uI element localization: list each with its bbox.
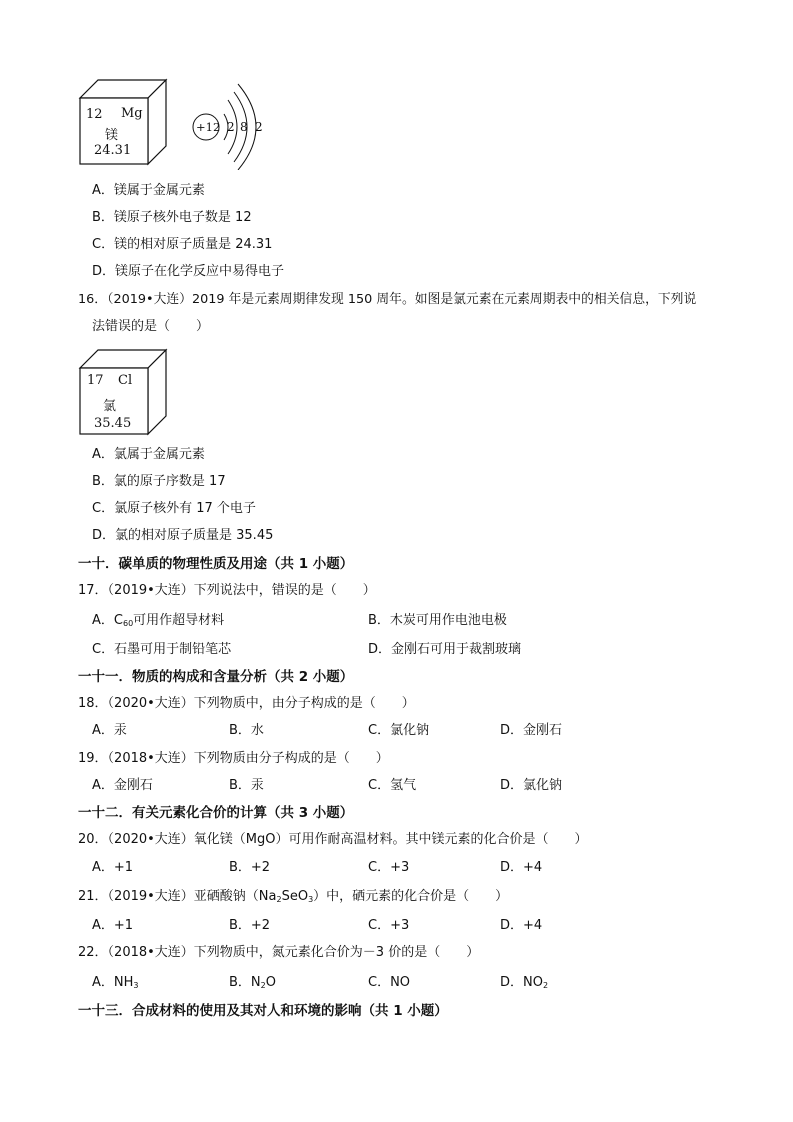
q17-option-a-prefix: A．C	[92, 613, 123, 628]
mg-nucleus-charge: +12	[196, 120, 221, 134]
q16-option-a: A．氯属于金属元素	[92, 447, 205, 462]
q15-option-a: A．镁属于金属元素	[92, 183, 205, 198]
q22-option-b-subscript: 2	[260, 981, 266, 990]
section-heading-12: 一十二．有关元素化合价的计算（共 3 小题）	[78, 805, 354, 821]
q22-option-a-text: A．NH	[92, 975, 134, 990]
q16-stem-line1: 16．（2019•大连）2019 年是元素周期律发现 150 周年。如图是氯元素在元素周期表中的相关信息，下列说	[78, 292, 697, 307]
q15-option-d: D．镁原子在化学反应中易得电子	[92, 264, 285, 279]
q22-stem: 22．（2018•大连）下列物质中，氮元素化合价为－3 价的是（ ）	[78, 945, 480, 960]
q16-option-b: B．氯的原子序数是 17	[92, 474, 226, 489]
q21-stem-prefix: 21．（2019•大连）亚硒酸钠（Na	[78, 889, 277, 904]
q17-option-d: D．金刚石可用于裁割玻璃	[368, 642, 522, 657]
cl-atomic-number: 17	[87, 373, 104, 388]
q18-option-b: B．水	[229, 723, 264, 738]
section-heading-13: 一十三．合成材料的使用及其对人和环境的影响（共 1 小题）	[78, 1003, 448, 1019]
mg-shell-3: 2	[255, 120, 263, 134]
q20-stem: 20．（2020•大连）氧化镁（MgO）可用作耐高温材料。其中镁元素的化合价是（ ）	[78, 832, 588, 847]
q22-option-b-suffix: O	[265, 975, 276, 990]
q21-option-b: B．+2	[229, 918, 271, 933]
mg-shell-1: 2	[227, 120, 235, 134]
q15-option-b: B．镁原子核外电子数是 12	[92, 210, 252, 225]
q22-option-c: C．NO	[368, 975, 411, 990]
cl-name: 氯	[103, 399, 117, 414]
mg-atomic-number: 12	[86, 107, 103, 122]
q21-stem	[78, 888, 508, 909]
section-heading-10: 一十．碳单质的物理性质及用途（共 1 小题）	[78, 556, 354, 572]
q19-option-d: D．氯化钠	[500, 778, 563, 793]
q18-option-c: C．氯化钠	[368, 723, 430, 738]
q22-option-b-prefix: B．N	[229, 975, 261, 990]
q21-stem-suffix: ）中，硒元素的化合价是（ ）	[313, 889, 509, 904]
q21-option-a: A．+1	[92, 918, 134, 933]
q19-option-c: C．氢气	[368, 778, 417, 793]
q22-option-a-subscript: 3	[133, 981, 139, 990]
mg-shell-2: 8	[240, 120, 248, 134]
q18-option-a: A．汞	[92, 723, 127, 738]
q17-option-a-subscript: 60	[122, 619, 134, 628]
q17-option-b: B．木炭可用作电池电极	[368, 613, 507, 628]
q20-option-c: C．+3	[368, 860, 410, 875]
q22-option-b	[229, 974, 276, 995]
q19-option-b: B．汞	[229, 778, 264, 793]
q16-stem-line2: 法错误的是（ ）	[92, 319, 210, 334]
q17-option-c: C．石墨可用于制铅笔芯	[92, 642, 232, 657]
q16-option-d: D．氯的相对原子质量是 35.45	[92, 528, 274, 543]
q21-subscript-1: 2	[276, 895, 282, 904]
q19-stem: 19．（2018•大连）下列物质由分子构成的是（ ）	[78, 751, 389, 766]
cl-symbol: Cl	[118, 373, 133, 388]
mg-name: 镁	[105, 128, 119, 143]
mg-symbol: Mg	[121, 106, 143, 121]
q20-option-b: B．+2	[229, 860, 271, 875]
q22-option-a	[92, 974, 139, 995]
q17-option-a-text: 可用作超导材料	[133, 613, 225, 628]
q21-stem-mid: SeO	[281, 889, 309, 904]
q22-option-d	[500, 974, 548, 995]
q17-stem: 17．（2019•大连）下列说法中，错误的是（ ）	[78, 583, 376, 598]
q21-option-c: C．+3	[368, 918, 410, 933]
q21-subscript-2: 3	[308, 895, 314, 904]
q22-option-d-text: D．NO	[500, 975, 543, 990]
q15-option-c: C．镁的相对原子质量是 24.31	[92, 237, 273, 252]
q17-option-a	[92, 612, 224, 633]
mg-atomic-mass: 24.31	[94, 143, 132, 158]
section-heading-11: 一十一．物质的构成和含量分析（共 2 小题）	[78, 669, 354, 685]
q21-option-d: D．+4	[500, 918, 543, 933]
cl-atomic-mass: 35.45	[94, 416, 132, 431]
q16-option-c: C．氯原子核外有 17 个电子	[92, 501, 256, 516]
q19-option-a: A．金刚石	[92, 778, 153, 793]
q22-option-d-subscript: 2	[542, 981, 549, 990]
q20-option-a: A．+1	[92, 860, 134, 875]
q18-stem: 18．（2020•大连）下列物质中，由分子构成的是（ ）	[78, 696, 415, 711]
q20-option-d: D．+4	[500, 860, 543, 875]
q18-option-d: D．金刚石	[500, 723, 563, 738]
